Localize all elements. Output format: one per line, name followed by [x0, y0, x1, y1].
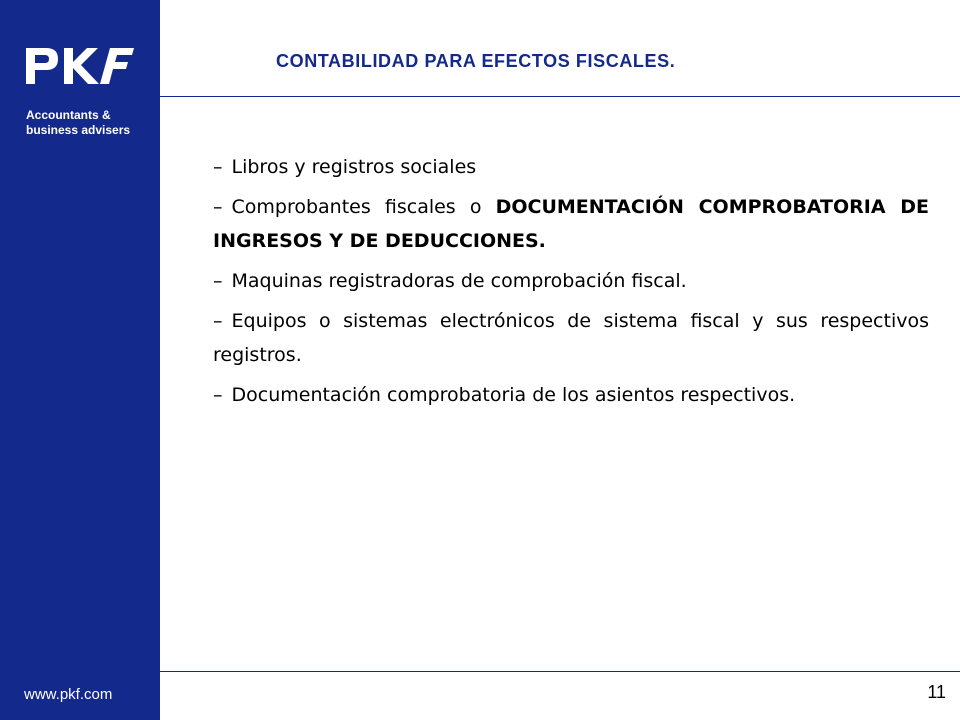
bullet-item [213, 190, 929, 258]
pkf-logo [24, 46, 136, 91]
tagline-line-2: business advisers [26, 123, 131, 137]
bullet-text: Libros y registros sociales [231, 156, 477, 178]
bullet-dash: – [213, 310, 223, 332]
bullet-text: Maquinas registradoras de comprobación fiscal. [231, 270, 687, 292]
bullet-dash: – [213, 196, 223, 218]
bullet-item [213, 150, 929, 184]
bullet-item [213, 264, 929, 298]
slide-title: CONTABILIDAD PARA EFECTOS FISCALES. [276, 51, 676, 71]
bullet-bold-text: DOCUMENTACIÓN COMPROBATORIA DE INGRESOS Y DE DEDUCCIONES. [213, 196, 929, 252]
bullet-list [213, 150, 929, 418]
pkf-logo-mark [24, 46, 136, 86]
bullet-item [213, 378, 929, 412]
bullet-dash: – [213, 270, 223, 292]
website-link[interactable]: www.pkf.com [24, 686, 113, 703]
bullet-text: Equipos o sistemas electrónicos de sistema fiscal y sus respectivos registros. [213, 310, 929, 366]
sidebar [0, 0, 160, 720]
bullet-dash: – [213, 156, 223, 178]
tagline-line-1: Accountants & [26, 108, 111, 122]
page-number: 11 [927, 682, 946, 702]
footer-divider [160, 671, 960, 672]
bullet-text: Documentación comprobatoria de los asientos respectivos. [231, 384, 796, 406]
bullet-item [213, 304, 929, 372]
bullet-dash: – [213, 384, 223, 406]
header-divider [160, 96, 960, 97]
bullet-text: Comprobantes fiscales o [231, 196, 496, 218]
tagline [26, 108, 160, 138]
